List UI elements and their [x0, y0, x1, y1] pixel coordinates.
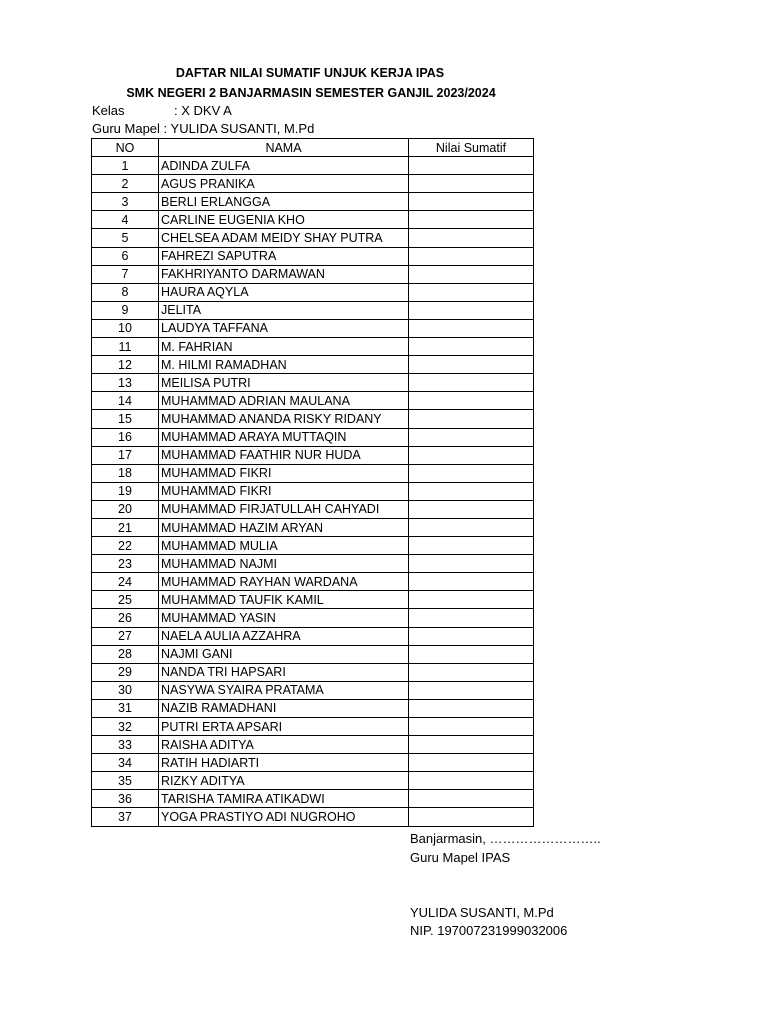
row-number: 33	[92, 736, 159, 754]
table-row	[92, 229, 534, 247]
student-name: TARISHA TAMIRA ATIKADWI	[159, 790, 409, 808]
nilai-cell[interactable]	[409, 772, 534, 790]
row-number: 23	[92, 555, 159, 573]
signature-nip: NIP. 197007231999032006	[410, 923, 568, 938]
student-name: NAZIB RAMADHANI	[159, 699, 409, 717]
table-row	[92, 157, 534, 175]
nilai-cell[interactable]	[409, 573, 534, 591]
row-number: 11	[92, 338, 159, 356]
table-row	[92, 283, 534, 301]
table-row	[92, 609, 534, 627]
row-number: 9	[92, 301, 159, 319]
row-number: 32	[92, 718, 159, 736]
student-name: MUHAMMAD TAUFIK KAMIL	[159, 591, 409, 609]
kelas-line	[92, 103, 232, 118]
row-number: 21	[92, 518, 159, 536]
guru-value: YULIDA SUSANTI, M.Pd	[170, 121, 315, 136]
table-row	[92, 265, 534, 283]
nilai-cell[interactable]	[409, 790, 534, 808]
nilai-cell[interactable]	[409, 518, 534, 536]
nilai-cell[interactable]	[409, 482, 534, 500]
student-name: MUHAMMAD ARAYA MUTTAQIN	[159, 428, 409, 446]
table-row	[92, 681, 534, 699]
student-name: MUHAMMAD MULIA	[159, 537, 409, 555]
grades-table	[91, 138, 534, 827]
row-number: 2	[92, 175, 159, 193]
document-title: DAFTAR NILAI SUMATIF UNJUK KERJA IPAS	[175, 66, 445, 80]
table-row	[92, 374, 534, 392]
nilai-cell[interactable]	[409, 736, 534, 754]
nilai-cell[interactable]	[409, 537, 534, 555]
signature-name: YULIDA SUSANTI, M.Pd	[410, 905, 554, 920]
table-row	[92, 175, 534, 193]
table-row	[92, 591, 534, 609]
student-name: MUHAMMAD ANANDA RISKY RIDANY	[159, 410, 409, 428]
row-number: 8	[92, 283, 159, 301]
student-name: RATIH HADIARTI	[159, 754, 409, 772]
student-name: FAKHRIYANTO DARMAWAN	[159, 265, 409, 283]
student-name: BERLI ERLANGGA	[159, 193, 409, 211]
table-row	[92, 663, 534, 681]
table-row	[92, 573, 534, 591]
row-number: 36	[92, 790, 159, 808]
nilai-cell[interactable]	[409, 591, 534, 609]
table-row	[92, 645, 534, 663]
nilai-cell[interactable]	[409, 754, 534, 772]
row-number: 27	[92, 627, 159, 645]
row-number: 14	[92, 392, 159, 410]
table-row	[92, 808, 534, 826]
nilai-cell[interactable]	[409, 500, 534, 518]
row-number: 29	[92, 663, 159, 681]
table-row	[92, 247, 534, 265]
student-name: MUHAMMAD FAATHIR NUR HUDA	[159, 446, 409, 464]
row-number: 37	[92, 808, 159, 826]
student-name: FAHREZI SAPUTRA	[159, 247, 409, 265]
student-name: RAISHA ADITYA	[159, 736, 409, 754]
nilai-cell[interactable]	[409, 464, 534, 482]
table-header-row	[92, 139, 534, 157]
nilai-cell[interactable]	[409, 428, 534, 446]
row-number: 17	[92, 446, 159, 464]
nilai-cell[interactable]	[409, 247, 534, 265]
nilai-cell[interactable]	[409, 283, 534, 301]
row-number: 1	[92, 157, 159, 175]
table-row	[92, 446, 534, 464]
nilai-cell[interactable]	[409, 392, 534, 410]
table-row	[92, 392, 534, 410]
table-row	[92, 736, 534, 754]
nilai-cell[interactable]	[409, 627, 534, 645]
nilai-cell[interactable]	[409, 265, 534, 283]
nilai-cell[interactable]	[409, 157, 534, 175]
kelas-label: Kelas	[92, 103, 125, 118]
table-row	[92, 464, 534, 482]
row-number: 35	[92, 772, 159, 790]
table-row	[92, 627, 534, 645]
student-name: YOGA PRASTIYO ADI NUGROHO	[159, 808, 409, 826]
student-name: MUHAMMAD FIKRI	[159, 464, 409, 482]
row-number: 34	[92, 754, 159, 772]
table-row	[92, 410, 534, 428]
nilai-cell[interactable]	[409, 645, 534, 663]
student-name: M. FAHRIAN	[159, 338, 409, 356]
table-row	[92, 482, 534, 500]
student-name: MUHAMMAD YASIN	[159, 609, 409, 627]
nilai-cell[interactable]	[409, 229, 534, 247]
table-row	[92, 428, 534, 446]
row-number: 12	[92, 356, 159, 374]
row-number: 5	[92, 229, 159, 247]
student-name: HAURA AQYLA	[159, 283, 409, 301]
student-name: MUHAMMAD HAZIM ARYAN	[159, 518, 409, 536]
guru-label: Guru Mapel :	[92, 121, 168, 136]
guru-line	[92, 121, 314, 136]
signature-role: Guru Mapel IPAS	[410, 850, 511, 865]
row-number: 18	[92, 464, 159, 482]
table-row	[92, 518, 534, 536]
nilai-cell[interactable]	[409, 718, 534, 736]
student-name: NAELA AULIA AZZAHRA	[159, 627, 409, 645]
student-name: RIZKY ADITYA	[159, 772, 409, 790]
row-number: 24	[92, 573, 159, 591]
student-name: CHELSEA ADAM MEIDY SHAY PUTRA	[159, 229, 409, 247]
row-number: 22	[92, 537, 159, 555]
table-row	[92, 555, 534, 573]
nilai-cell[interactable]	[409, 446, 534, 464]
row-number: 16	[92, 428, 159, 446]
row-number: 6	[92, 247, 159, 265]
row-number: 10	[92, 319, 159, 337]
table-row	[92, 193, 534, 211]
student-name: NAJMI GANI	[159, 645, 409, 663]
table-row	[92, 500, 534, 518]
row-number: 15	[92, 410, 159, 428]
table-row	[92, 537, 534, 555]
nilai-cell[interactable]	[409, 555, 534, 573]
row-number: 4	[92, 211, 159, 229]
document-subtitle: SMK NEGERI 2 BANJARMASIN SEMESTER GANJIL 2023/2024	[126, 86, 496, 100]
student-name: ADINDA ZULFA	[159, 157, 409, 175]
table-row	[92, 301, 534, 319]
row-number: 20	[92, 500, 159, 518]
kelas-value: : X DKV A	[174, 103, 232, 118]
nilai-cell[interactable]	[409, 663, 534, 681]
signature-place-date: Banjarmasin, ……………………..	[410, 831, 601, 846]
table-row	[92, 790, 534, 808]
student-name: PUTRI ERTA APSARI	[159, 718, 409, 736]
table-row	[92, 718, 534, 736]
student-name: MEILISA PUTRI	[159, 374, 409, 392]
nilai-cell[interactable]	[409, 319, 534, 337]
header-nama: NAMA	[159, 139, 409, 157]
nilai-cell[interactable]	[409, 808, 534, 826]
header-no: NO	[92, 139, 159, 157]
header-nilai: Nilai Sumatif	[409, 139, 534, 157]
row-number: 31	[92, 699, 159, 717]
nilai-cell[interactable]	[409, 609, 534, 627]
nilai-cell[interactable]	[409, 301, 534, 319]
table-row	[92, 319, 534, 337]
row-number: 25	[92, 591, 159, 609]
student-name: MUHAMMAD FIKRI	[159, 482, 409, 500]
nilai-cell[interactable]	[409, 681, 534, 699]
nilai-cell[interactable]	[409, 338, 534, 356]
row-number: 13	[92, 374, 159, 392]
row-number: 3	[92, 193, 159, 211]
nilai-cell[interactable]	[409, 193, 534, 211]
row-number: 26	[92, 609, 159, 627]
student-name: MUHAMMAD ADRIAN MAULANA	[159, 392, 409, 410]
student-name: MUHAMMAD NAJMI	[159, 555, 409, 573]
table-row	[92, 211, 534, 229]
student-name: NANDA TRI HAPSARI	[159, 663, 409, 681]
row-number: 7	[92, 265, 159, 283]
student-name: M. HILMI RAMADHAN	[159, 356, 409, 374]
student-name: CARLINE EUGENIA KHO	[159, 211, 409, 229]
nilai-cell[interactable]	[409, 211, 534, 229]
student-name: AGUS PRANIKA	[159, 175, 409, 193]
student-name: LAUDYA TAFFANA	[159, 319, 409, 337]
table-row	[92, 754, 534, 772]
student-name: MUHAMMAD FIRJATULLAH CAHYADI	[159, 500, 409, 518]
student-name: NASYWA SYAIRA PRATAMA	[159, 681, 409, 699]
row-number: 28	[92, 645, 159, 663]
table-row	[92, 338, 534, 356]
row-number: 19	[92, 482, 159, 500]
row-number: 30	[92, 681, 159, 699]
nilai-cell[interactable]	[409, 374, 534, 392]
nilai-cell[interactable]	[409, 699, 534, 717]
student-name: JELITA	[159, 301, 409, 319]
nilai-cell[interactable]	[409, 410, 534, 428]
table-row	[92, 699, 534, 717]
table-row	[92, 356, 534, 374]
table-row	[92, 772, 534, 790]
nilai-cell[interactable]	[409, 356, 534, 374]
student-name: MUHAMMAD RAYHAN WARDANA	[159, 573, 409, 591]
nilai-cell[interactable]	[409, 175, 534, 193]
